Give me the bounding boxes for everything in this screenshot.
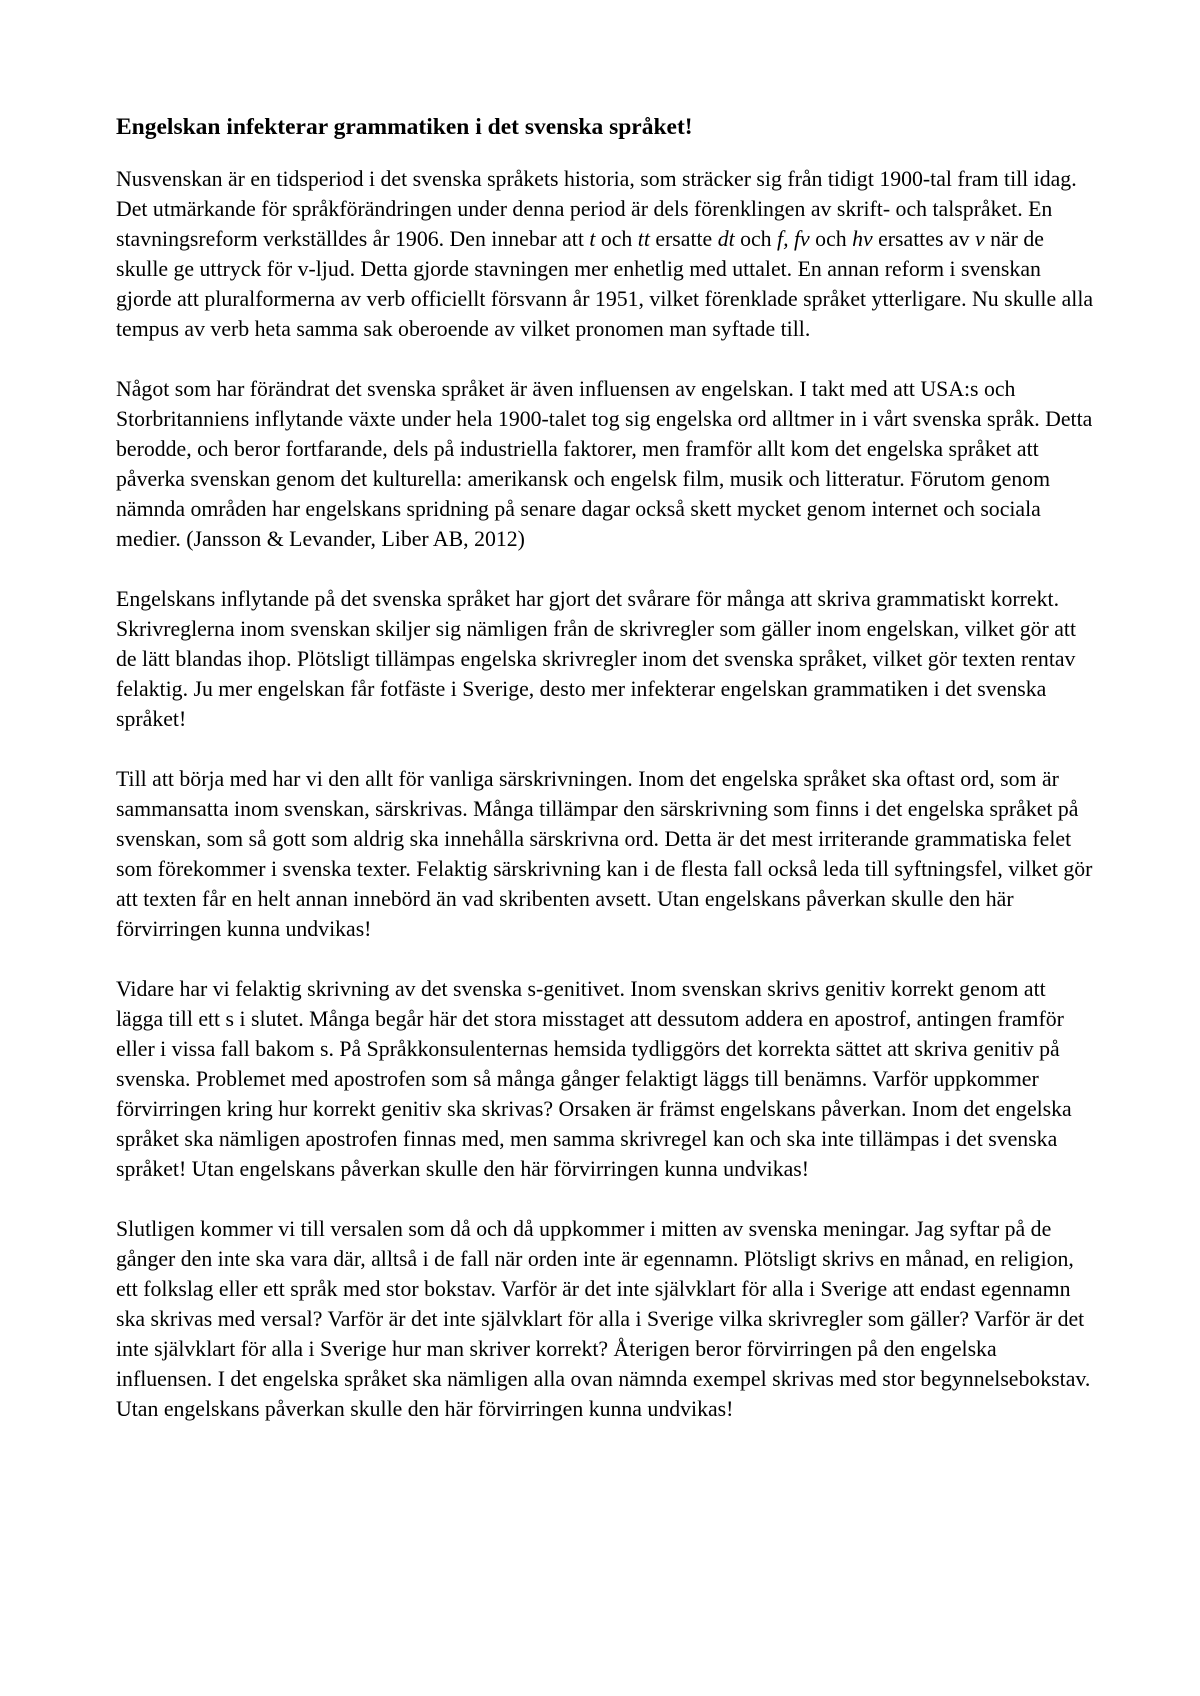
paragraph-1-text-b: och	[595, 227, 638, 251]
paragraph-1-text-f: ersattes av	[872, 227, 975, 251]
paragraph-1-text-e: och	[809, 227, 853, 251]
letters-f-fv: f, fv	[777, 227, 810, 251]
letter-t: t	[589, 227, 596, 251]
document-title: Engelskan infekterar grammatiken i det svenska språket!	[116, 114, 693, 140]
paragraph-5: Vidare har vi felaktig skrivning av det svenska s-genitivet. Inom svenskan skrivs genitiv korrekt genom att lägga till ett s i slutet. Många begår här det stora misstaget att dessutom addera en apostrof, antingen framför eller i vissa fall bakom s. På Språkkonsulenternas hemsida tydliggörs det korrekta sättet att skriva genitiv på svenska. Problemet med apostrofen som så många gånger felaktigt läggs till benämns. Varför uppkommer förvirringen kring hur korrekt genitiv ska skrivas? Orsaken är främst engelskans påverkan. Inom det engelska språket ska nämligen apostrofen finnas med, men samma skrivregel kan och ska inte tillämpas i det svenska språket! Utan engelskans påverkan skulle den här förvirringen kunna undvikas!	[116, 977, 1072, 1181]
letter-v: v	[974, 227, 985, 251]
paragraph-1-text-g: när de skulle ge uttryck för v-ljud. Detta gjorde stavningen mer enhetlig med uttalet. En annan reform i svenskan gjorde att pluralformerna av verb officiellt försvann år 1951, vilket förenklade språket ytterligare. Nu skulle alla tempus av verb heta samma sak oberoende av vilket pronomen man syftade till.	[116, 227, 1094, 341]
paragraph-6: Slutligen kommer vi till versalen som då och då uppkommer i mitten av svenska meningar. Jag syftar på de gånger den inte ska vara där, alltså i de fall när orden inte är egennamn. Plötsligt skrivs en månad, en religion, ett folkslag eller ett språk med stor bokstav. Varför är det inte självklart för alla i Sverige att endast egennamn ska skrivas med versal? Varför är det inte självklart för alla i Sverige vilka skrivregler som gäller? Varför är det inte självklart för alla i Sverige hur man skriver korrekt? Återigen beror förvirringen på den engelska influensen. I det engelska språket ska nämligen alla ovan nämnda exempel skrivas med stor begynnelsebokstav. Utan engelskans påverkan skulle den här förvirringen kunna undvikas!	[116, 1217, 1091, 1421]
letters-dt: dt	[717, 227, 735, 251]
letters-hv: hv	[852, 227, 873, 251]
letters-tt: tt	[637, 227, 650, 251]
paragraph-3: Engelskans inflytande på det svenska språket har gjort det svårare för många att skriva grammatiskt korrekt. Skrivreglerna inom svenskan skiljer sig nämligen från de skrivregler som gäller inom engelskan, vilket gör att de lätt blandas ihop. Plötsligt tillämpas engelska skrivregler inom det svenska språket, vilket gör texten rentav felaktig. Ju mer engelskan får fotfäste i Sverige, desto mer infekterar engelskan grammatiken i det svenska språket!	[116, 587, 1077, 731]
paragraph-4: Till att börja med har vi den allt för vanliga särskrivningen. Inom det engelska språket ska oftast ord, som är sammansatta inom svenskan, särskrivas. Många tillämpar den särskrivning som finns i det engelska språket på svenskan, som så gott som aldrig ska innehålla särskrivna ord. Detta är det mest irriterande grammatiska felet som förekommer i svenska texter. Felaktig särskrivning kan i de flesta fall också leda till syftningsfel, vilket gör att texten får en helt annan innebörd än vad skribenten avsett. Utan engelskans påverkan skulle den här förvirringen kunna undvikas!	[116, 767, 1093, 941]
paragraph-1	[116, 164, 1094, 344]
paragraph-2: Något som har förändrat det svenska språket är även influensen av engelskan. I takt med att USA:s och Storbritanniens inflytande växte under hela 1900-talet tog sig engelska ord alltmer in i vårt svenska språk. Detta berodde, och beror fortfarande, dels på industriella faktorer, men framför allt kom det engelska språket att påverka svenskan genom det kulturella: amerikansk och engelsk film, musik och litteratur. Förutom genom nämnda områden har engelskans spridning på senare dagar också skett mycket genom internet och sociala medier. (Jansson & Levander, Liber AB, 2012)	[116, 377, 1093, 551]
paragraph-1-text-c: ersatte	[649, 227, 718, 251]
paragraph-1-text-d: och	[734, 227, 778, 251]
paragraph-1-text-a: Nusvenskan är en tidsperiod i det svenska språkets historia, som sträcker sig från tidigt 1900-tal fram till idag. Det utmärkande för språkförändringen under denna period är dels förenklingen av skrift- och talspråket. En stavningsreform verkställdes år 1906. Den innebar att	[116, 167, 1077, 251]
document-page	[116, 112, 1094, 1454]
